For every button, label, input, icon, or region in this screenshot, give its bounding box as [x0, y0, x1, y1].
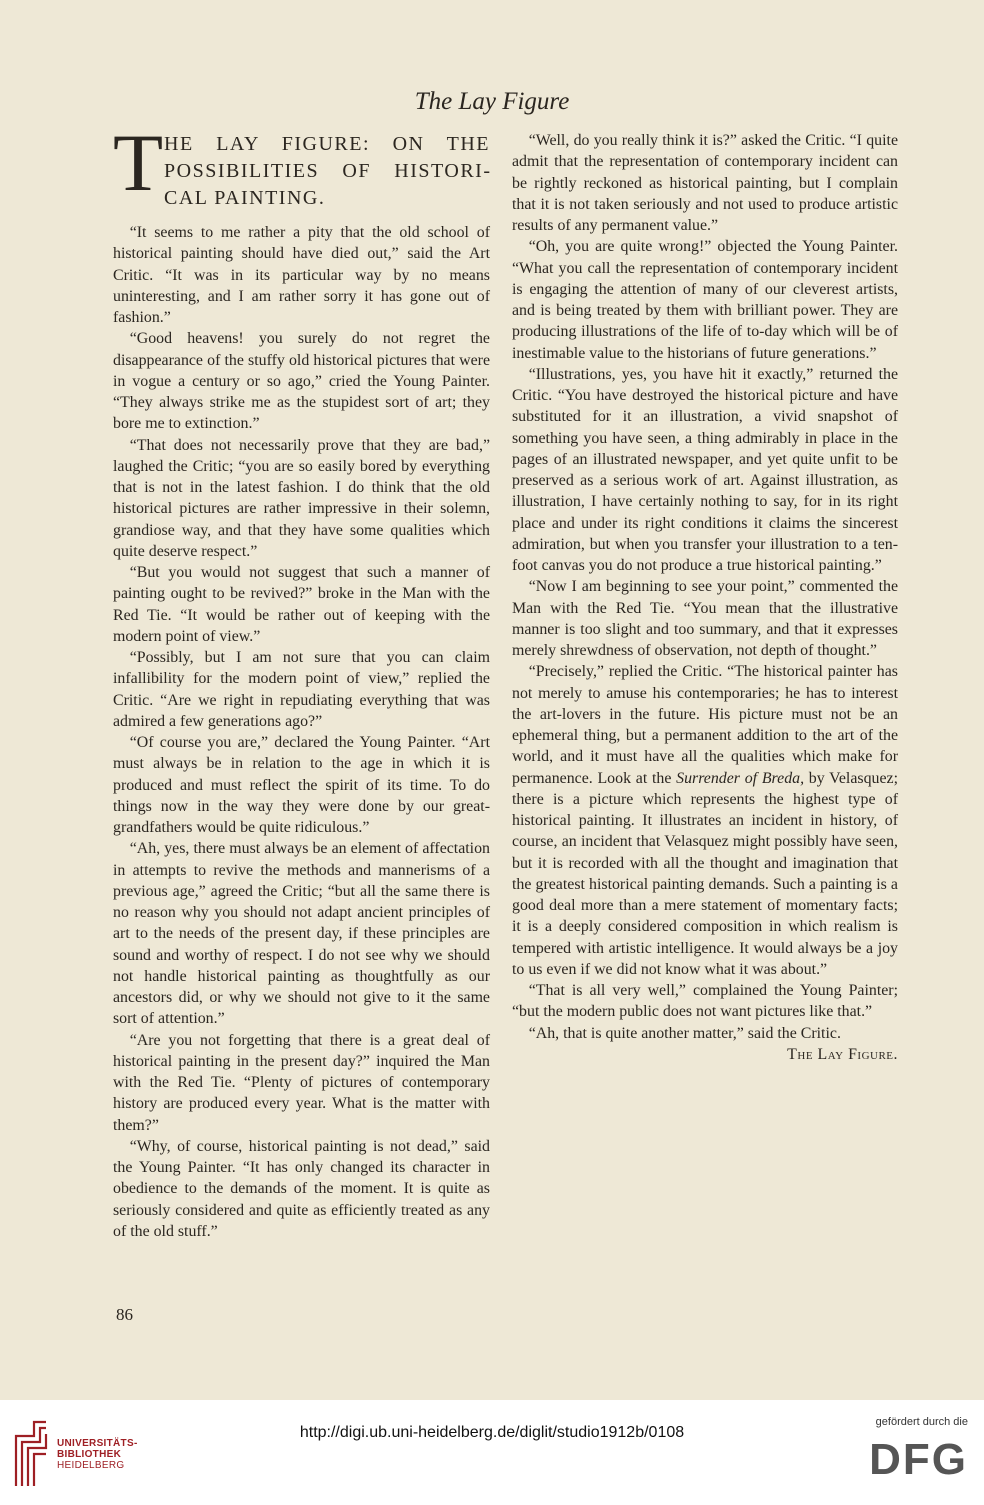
library-name-line: BIBLIOTHEK	[57, 1449, 122, 1460]
library-name-line: HEIDELBERG	[57, 1460, 125, 1471]
digitization-footer	[0, 1400, 984, 1505]
permalink[interactable]: http://digi.ub.uni-heidelberg.de/diglit/studio1912b/0108	[299, 1424, 685, 1441]
paragraph: “Ah, yes, there must always be an element of affectation in attempts to revive the methods and mannerisms of a previous age,” agreed the Critic; “but all the same there is no reason why you should not adapt ancient principles of art to the needs of the present day, if these principles are sound and worthy of respect. I do not see why we should not handle historical painting as thoughtfully as our ancestors did, or why we should not give to it the same sort of attention.”	[113, 840, 490, 1028]
drop-cap: T	[113, 117, 164, 208]
left-column	[113, 117, 490, 1242]
paragraph: “It seems to me rather a pity that the old school of historical painting should have died out,” said the Art Critic. “It was in its particular way by no means uninteresting, and I am rather sorry it has gone out of fashion.”	[113, 224, 490, 326]
painting-title: Surrender of Breda,	[676, 769, 805, 787]
right-column	[512, 130, 898, 1065]
library-name-line: UNIVERSITÄTS-	[57, 1438, 138, 1449]
paragraph: “Now I am beginning to see your point,” commented the Man with the Red Tie. “You mean that the illustrative manner is too slight and too summary, and that it expresses merely shrewdness of observation, not depth of thought.”	[512, 578, 898, 659]
paragraph-precisely	[512, 661, 898, 980]
closing-paragraph	[512, 1023, 898, 1066]
paragraph: “Are you not forgetting that there is a great deal of historical painting in the present day?” inquired the Man with the Red Tie. “Plenty of pictures of contemporary history are produced every year. What is the matter with them?”	[113, 1031, 490, 1134]
paragraph: “Oh, you are quite wrong!” objected the Young Painter. “What you call the representation of contemporary incident is engaging the attention of many of our cleverest artists, and is being treated by them with brilliant power. They are producing illustrations of the life of to-day which will be of inestimable value to the historians of future generations.”	[512, 238, 898, 362]
article-title-block	[113, 117, 490, 215]
paragraph: “But you would not suggest that such a manner of painting ought to be revived?” broke in the Man with the Red Tie. “It would be rather out of keeping with the modern point of view.”	[113, 564, 490, 645]
dfg-logo: DFG	[869, 1435, 968, 1484]
page-number: 86	[116, 1305, 133, 1324]
paragraph: “Possibly, but I am not sure that you can claim infallibility for the modern point of view,” replied the Critic. “Are we right in repudiating everything that was admired a few generations ago?”	[113, 649, 490, 730]
library-name	[57, 1438, 138, 1471]
running-title: The Lay Figure	[414, 88, 570, 115]
paragraph: “That does not necessarily prove that they are bad,” laughed the Critic; “you are so easily bored by everything that is not in the latest fashion. I do think that the old historical pictures are rather impressive in their solemn, grandiose way, and that they have some qualities which quite deserve respect.”	[113, 436, 490, 560]
paragraph: “Why, of course, historical painting is not dead,” said the Young Painter. “It has only changed its character in obedience to the demands of the moment. It is quite as seriously considered and quite as efficiently treated as any of the old stuff.”	[113, 1137, 490, 1240]
article-title: HE LAY FIGURE: ON THE POSSIBILITIES OF HISTORICAL PAINTING.	[164, 133, 490, 209]
closing-text: “Ah, that is quite another matter,” said the Critic.	[528, 1024, 841, 1042]
text-run: “Precisely,” replied the Critic. “The historical painter has not merely to amuse his contemporaries; he has to interest the art-lovers in the future. His picture must not be an ephemeral thing, but a permanent addition to the art of the world, and it must have all the qualities which make for permanence. Look at the	[512, 663, 898, 787]
signature: The Lay Figure.	[787, 1045, 898, 1063]
paragraph: “Illustrations, yes, you have hit it exactly,” returned the Critic. “You have destroyed the historical picture and have substituted for it an illustration, a vivid snapshot of something you have seen, a thing admirably in place in the pages of an illustrated newspaper, and yet quite unfit to be preserved as a serious work of art. Against illustration, as illustration, I have certainly nothing to say, for in its right place and under its right conditions it claims the sincerest admiration, but when you transfer your illustration to a ten-foot canvas you do not produce a true historical painting.”	[512, 365, 898, 574]
text-run: by Velasquez; there is a picture which represents the highest type of historical painting. It illustrates an incident in history, of course, an incident that Velasquez might possibly have seen, but it is recorded with all the thought and imagination that the greatest historical painting demands. Such a painting is a good deal more than a mere statement of momentary facts; it is a deeply considered composition in which realism is tempered with artistic intelligence. It would always be a joy to us even if we did not know what it was about.”	[512, 769, 898, 978]
paragraph: “That is all very well,” complained the Young Painter; “but the modern public does not want pictures like that.”	[512, 982, 898, 1021]
funding-note: gefördert durch die	[875, 1416, 968, 1428]
paragraph: “Well, do you really think it is?” asked the Critic. “I quite admit that the representation of contemporary incident can be rightly reckoned as historical painting, but I complain that it is not taken seriously and not used to produce artistic results of any permanent value.”	[512, 132, 898, 234]
paragraph: “Of course you are,” declared the Young Painter. “Art must always be in relation to the age in which it is produced and must reflect the spirit of its time. To do things now in the way they were done by our great-grandfathers would be quite ridiculous.”	[113, 734, 490, 836]
paragraph: “Good heavens! you surely do not regret the disappearance of the stuffy old historical pictures that were in vogue a century or so ago,” cried the Young Painter. “They always strike me as the stupidest sort of art; they bore me to extinction.”	[113, 330, 490, 433]
